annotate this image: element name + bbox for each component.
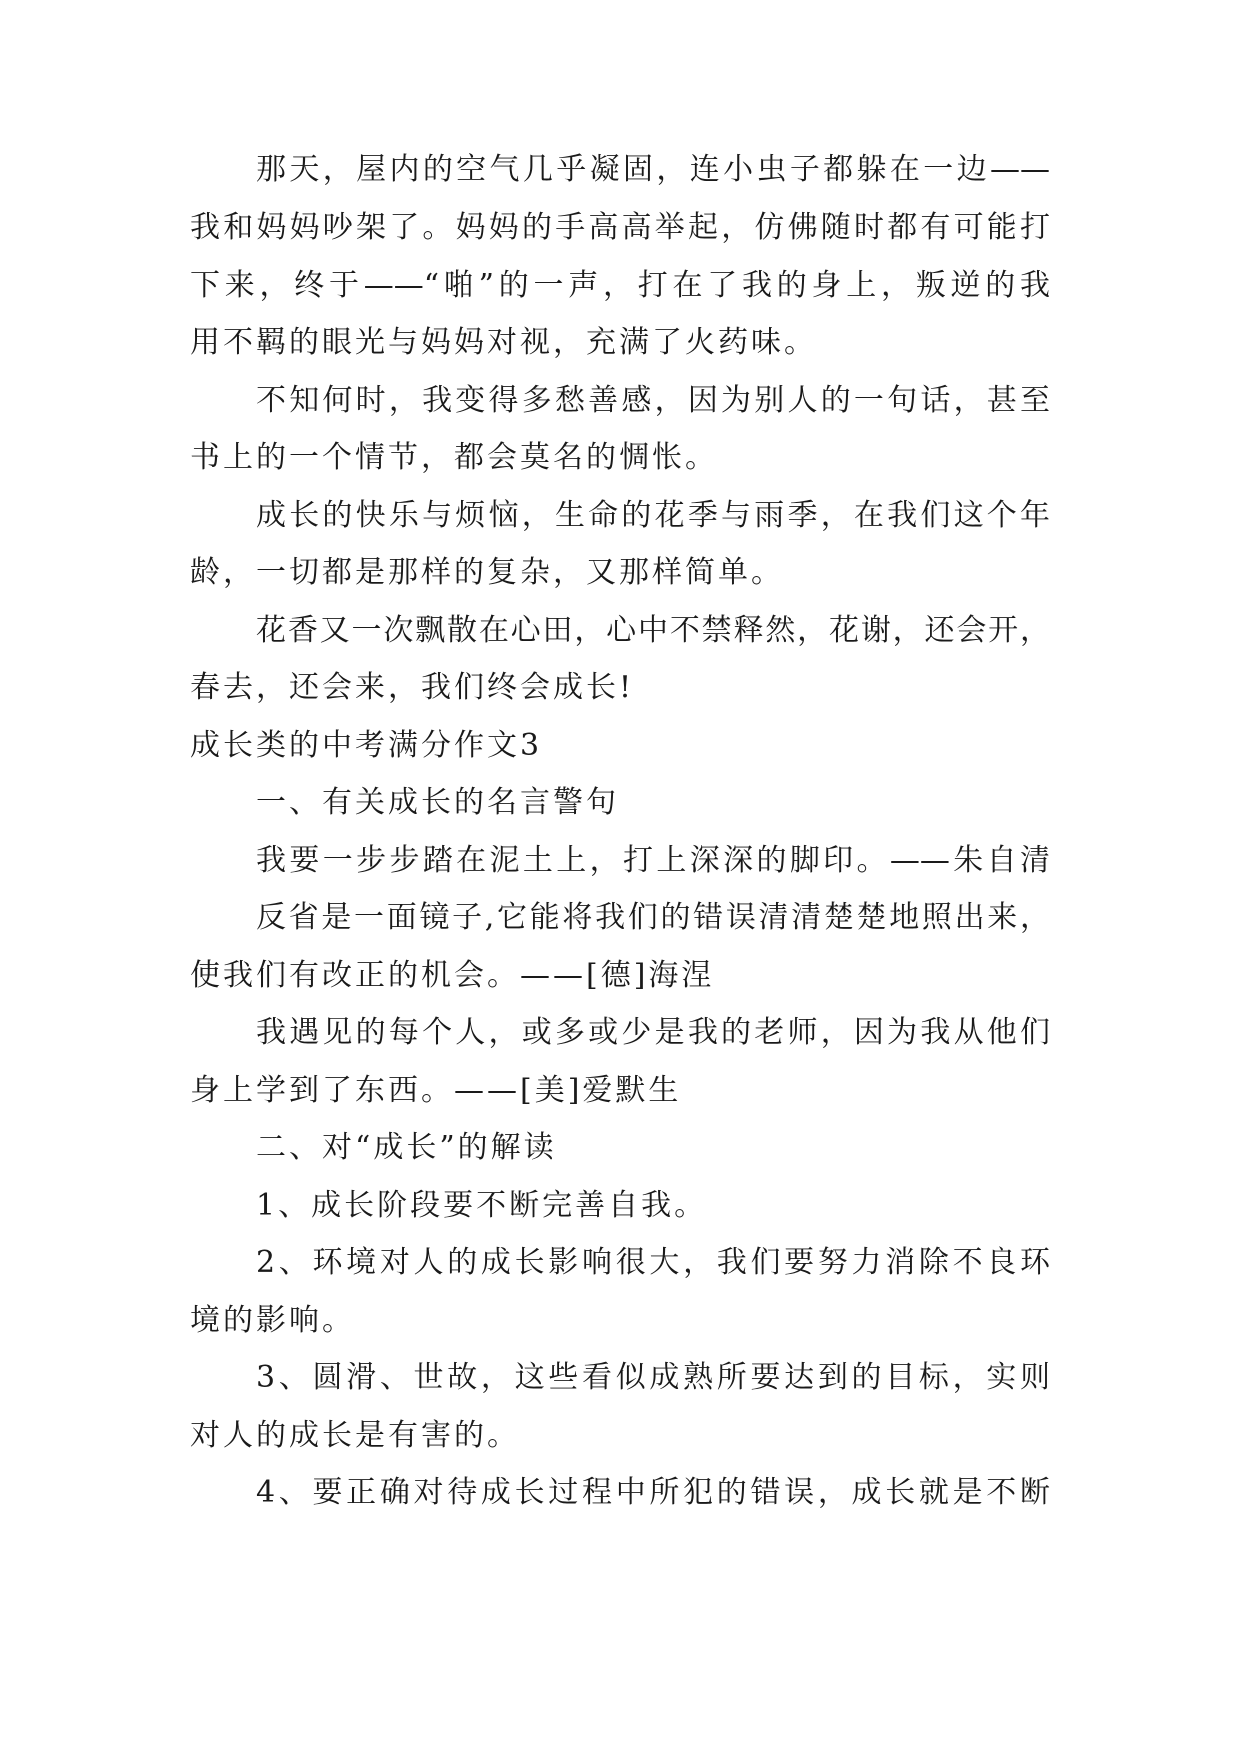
- quote-line: 身上学到了东西。——[美]爱默生: [190, 1073, 682, 1108]
- list-item: 4、要正确对待成长过程中所犯的错误，成长就是不断: [256, 1475, 1050, 1510]
- text-line: 用不羁的眼光与妈妈对视，充满了火药味。: [190, 325, 817, 360]
- text-line: 不知何时，我变得多愁善感，因为别人的一句话，甚至: [256, 383, 1050, 418]
- subheading: 一、有关成长的名言警句: [256, 785, 619, 820]
- text-line: 那天，屋内的空气几乎凝固，连小虫子都躲在一边——: [256, 152, 1050, 187]
- list-item: 2、环境对人的成长影响很大，我们要努力消除不良环: [256, 1245, 1050, 1280]
- quote-line: 我要一步步踏在泥土上，打上深深的脚印。——朱自清: [256, 843, 1050, 878]
- subheading: 二、对“成长”的解读: [256, 1130, 557, 1165]
- quote-line: 使我们有改正的机会。——[德]海涅: [190, 958, 715, 993]
- text-line: 成长的快乐与烦恼，生命的花季与雨季，在我们这个年: [256, 498, 1050, 533]
- quote-line: 反省是一面镜子,它能将我们的错误清清楚楚地照出来，: [256, 900, 1050, 935]
- list-item: 1、成长阶段要不断完善自我。: [256, 1188, 708, 1223]
- text-line: 花香又一次飘散在心田，心中不禁释然，花谢，还会开，: [256, 613, 1050, 648]
- text-line: 我和妈妈吵架了。妈妈的手高高举起，仿佛随时都有可能打: [190, 210, 1050, 245]
- text-line: 龄，一切都是那样的复杂，又那样简单。: [190, 555, 784, 590]
- list-item: 境的影响。: [190, 1303, 355, 1338]
- list-item: 对人的成长是有害的。: [190, 1418, 520, 1453]
- text-line: 书上的一个情节，都会莫名的惆怅。: [190, 440, 718, 475]
- text-line: 春去，还会来，我们终会成长!: [190, 670, 635, 705]
- list-item: 3、圆滑、世故，这些看似成熟所要达到的目标，实则: [256, 1360, 1050, 1395]
- text-line: 下来，终于——“啪”的一声，打在了我的身上，叛逆的我: [190, 268, 1050, 303]
- section-title: 成长类的中考满分作文3: [190, 728, 543, 763]
- quote-line: 我遇见的每个人，或多或少是我的老师，因为我从他们: [256, 1015, 1050, 1050]
